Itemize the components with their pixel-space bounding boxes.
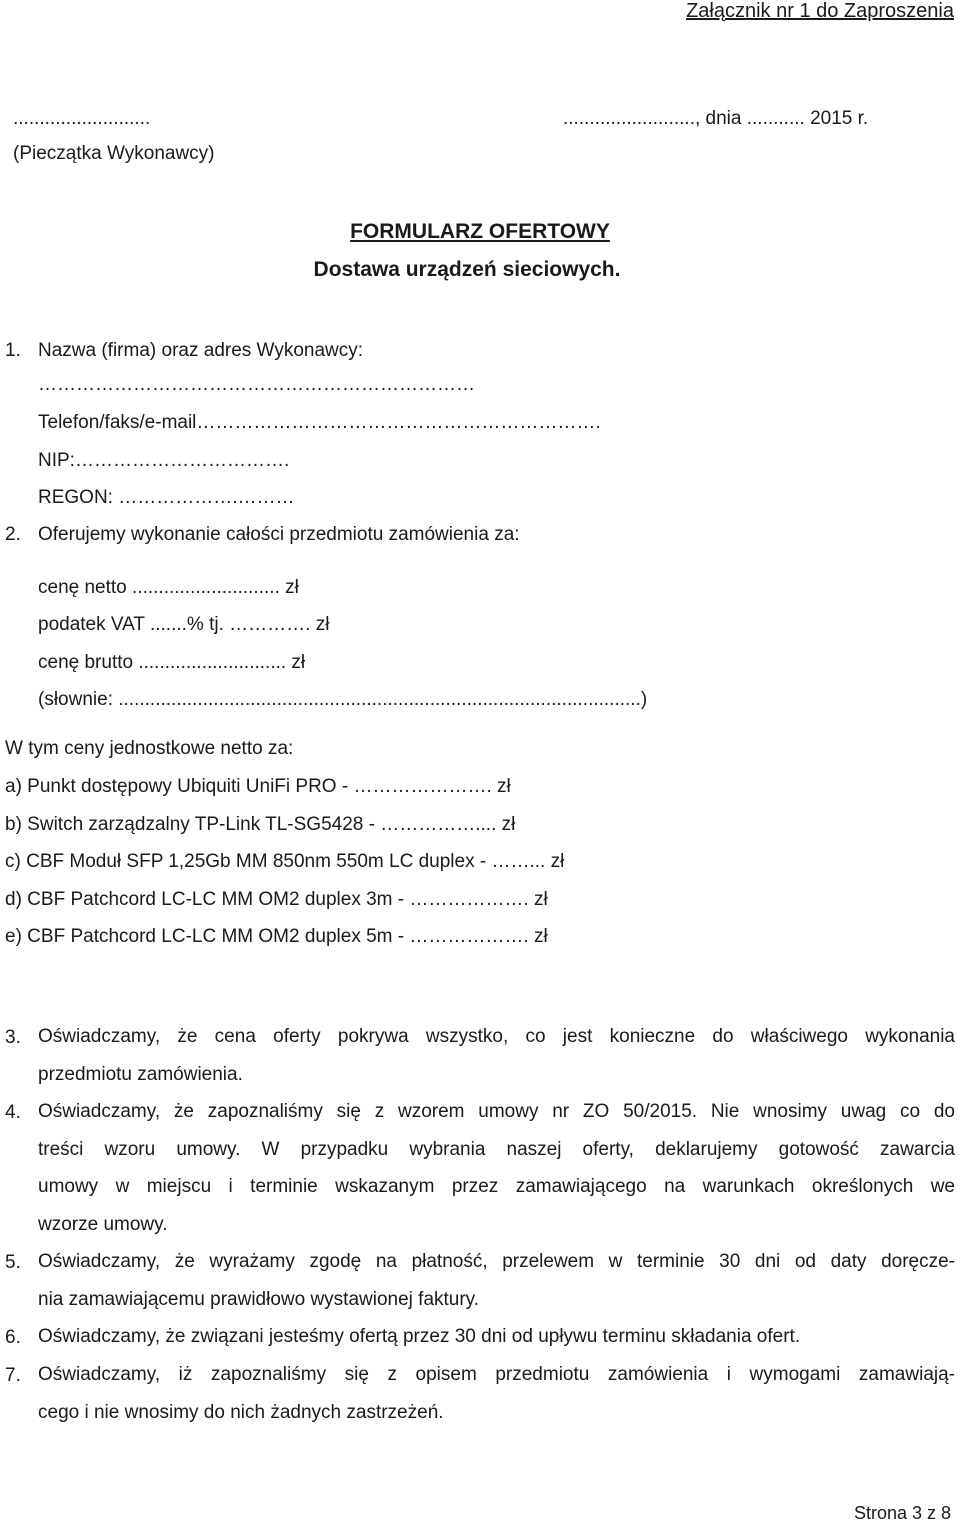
- statement-line: Oświadczamy, iż zapoznaliśmy się z opisem przedmiotu zamówienia i wymogami zamawiają-: [38, 1364, 955, 1385]
- section-1-number: 1.: [5, 340, 21, 361]
- statement-3-number: 3.: [5, 1027, 21, 1048]
- statement-line: przedmiotu zamówienia.: [38, 1063, 243, 1085]
- net-price-field: cenę netto ............................ zł: [38, 577, 299, 598]
- unit-price-item-c: c) CBF Moduł SFP 1,25Gb MM 850nm 550m LC duplex - ……... zł: [5, 851, 565, 872]
- contractor-address-field: ……………………………………………………………: [38, 374, 475, 395]
- contact-field: Telefon/faks/e-mail……………………………………………………….: [38, 412, 601, 433]
- statement-7-number: 7.: [5, 1365, 21, 1386]
- stamp-placeholder: ..........................: [13, 108, 151, 129]
- statement-line: cego i nie wnosimy do nich żadnych zastrzeżeń.: [38, 1401, 444, 1423]
- statement-line: Oświadczamy, że cena oferty pokrywa wszystko, co jest konieczne do właściwego wykonania: [38, 1026, 955, 1047]
- offer-label: Oferujemy wykonanie całości przedmiotu zamówienia za:: [38, 524, 520, 545]
- statement-4-number: 4.: [5, 1102, 21, 1123]
- unit-prices-intro: W tym ceny jednostkowe netto za:: [5, 738, 294, 759]
- section-2-number: 2.: [5, 524, 21, 545]
- form-title: FORMULARZ OFERTOWY: [350, 220, 610, 243]
- regon-field: REGON: ……………….………: [38, 487, 295, 508]
- unit-price-item-d: d) CBF Patchcord LC-LC MM OM2 duplex 3m - ………………. zł: [5, 889, 548, 910]
- statement-5-text: [38, 1243, 955, 1318]
- statement-line: Oświadczamy, że wyrażamy zgodę na płatność, przelewem w terminie 30 dni od daty doręcze-: [38, 1251, 955, 1272]
- statement-6-text: [38, 1318, 955, 1356]
- date-line: ........................., dnia ........... 2015 r.: [563, 108, 869, 129]
- unit-price-item-a: a) Punkt dostępowy Ubiquiti UniFi PRO - …………………. zł: [5, 776, 511, 797]
- statement-3-text: [38, 1018, 955, 1093]
- statement-line: Oświadczamy, że zapoznaliśmy się z wzorem umowy nr ZO 50/2015. Nie wnosimy uwag co do: [38, 1101, 955, 1122]
- statement-5-number: 5.: [5, 1252, 21, 1273]
- form-subtitle: Dostawa urządzeń sieciowych.: [313, 258, 621, 281]
- statement-4-text: [38, 1093, 955, 1243]
- statement-line: wzorze umowy.: [38, 1213, 168, 1235]
- page-number: Strona 3 z 8: [853, 1503, 951, 1523]
- statement-line: treści wzoru umowy. W przypadku wybrania naszej oferty, deklarujemy gotowość zawarcia: [38, 1138, 955, 1160]
- unit-price-item-e: e) CBF Patchcord LC-LC MM OM2 duplex 5m - ………………. zł: [5, 926, 548, 947]
- nip-field: NIP:…………………………….: [38, 450, 290, 471]
- attachment-header: Załącznik nr 1 do Zaproszenia: [686, 0, 954, 22]
- contractor-name-label: Nazwa (firma) oraz adres Wykonawcy:: [38, 340, 364, 361]
- vat-field: podatek VAT .......% tj. …………. zł: [38, 614, 330, 635]
- statement-line: Oświadczamy, że związani jesteśmy ofertą przez 30 dni od upływu terminu składania ofert.: [38, 1326, 801, 1347]
- statement-line: nia zamawiającemu prawidłowo wystawionej faktury.: [38, 1288, 480, 1310]
- amount-in-words-field: (słownie: ...................................................................................................): [38, 689, 648, 710]
- stamp-label: (Pieczątka Wykonawcy): [13, 143, 215, 164]
- statement-7-text: [38, 1356, 955, 1431]
- unit-price-item-b: b) Switch zarządzalny TP-Link TL-SG5428 - …………….... zł: [5, 814, 516, 835]
- statement-line: umowy w miejscu i terminie wskazanym przez zamawiającego na warunkach określonych we: [38, 1176, 955, 1197]
- gross-price-field: cenę brutto ............................ zł: [38, 652, 306, 673]
- statement-6-number: 6.: [5, 1327, 21, 1348]
